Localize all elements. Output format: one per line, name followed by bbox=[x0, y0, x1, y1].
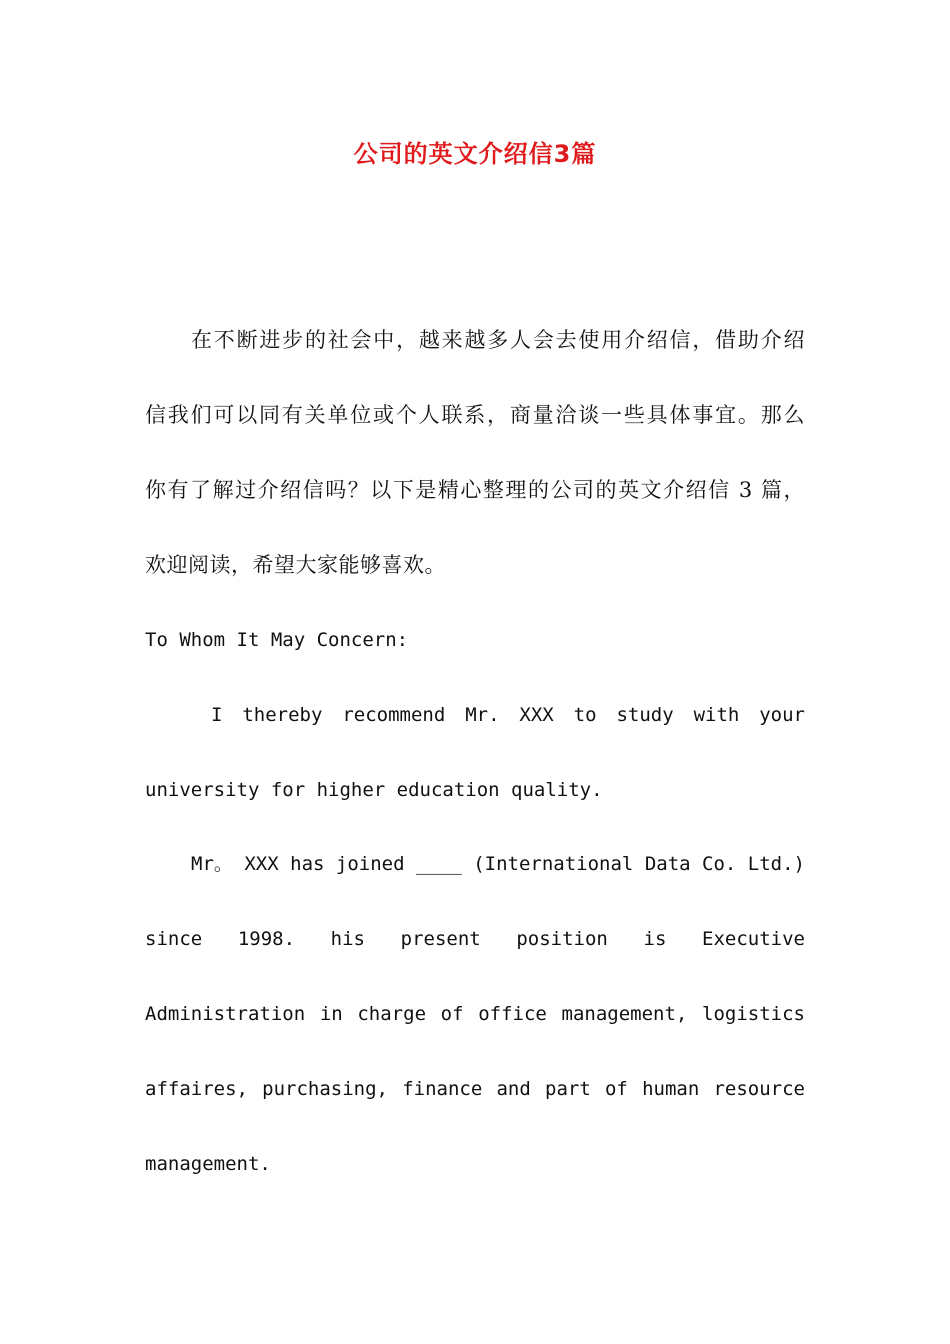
salutation: To Whom It May Concern: bbox=[145, 629, 409, 651]
body-line: I thereby recommend Mr. XXX to study with your bbox=[211, 704, 805, 726]
body-line: Mr。 XXX has joined ____ (International Data Co. Ltd.) bbox=[191, 853, 805, 875]
intro-line: 信我们可以同有关单位或个人联系，商量洽谈一些具体事宜。那么 bbox=[145, 403, 805, 427]
intro-line: 欢迎阅读，希望大家能够喜欢。 bbox=[145, 553, 446, 577]
body-line: management. bbox=[145, 1153, 271, 1175]
body-line: Administration in charge of office management, logistics bbox=[145, 1003, 805, 1025]
body-line: affaires, purchasing, finance and part of human resource bbox=[145, 1078, 805, 1100]
intro-line: 你有了解过介绍信吗？以下是精心整理的公司的英文介绍信 3 篇， bbox=[145, 478, 805, 502]
intro-line: 在不断进步的社会中，越来越多人会去使用介绍信，借助介绍 bbox=[191, 328, 805, 352]
body-line: since 1998. his present position is Executive bbox=[145, 928, 805, 950]
body-line: university for higher education quality. bbox=[145, 779, 603, 801]
document-title: 公司的英文介绍信3篇 bbox=[353, 140, 597, 168]
